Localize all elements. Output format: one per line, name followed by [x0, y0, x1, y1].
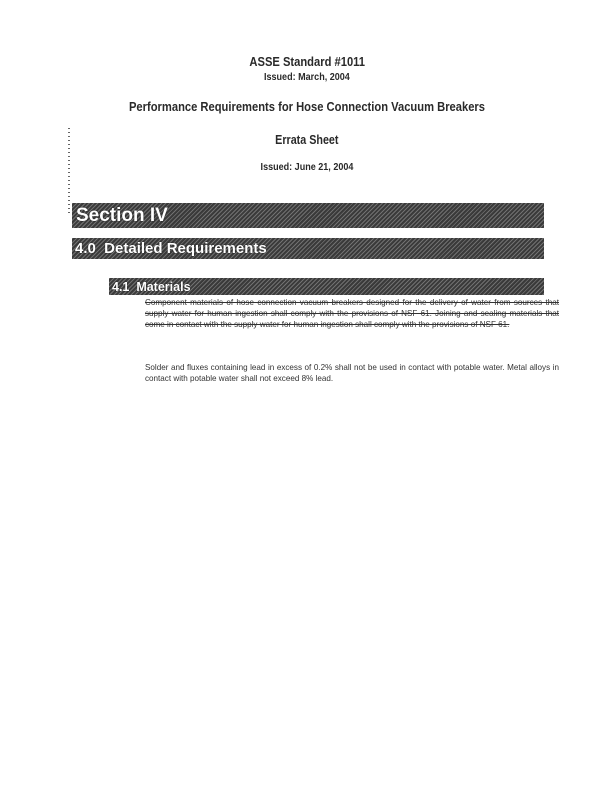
errata-issued-date: Issued: June 21, 2004 [260, 161, 354, 173]
section-heading-band [72, 203, 544, 228]
errata-heading: Errata Sheet [275, 133, 339, 147]
materials-heading-band [109, 278, 544, 295]
requirements-heading-band [72, 238, 544, 259]
margin-dots [68, 128, 70, 216]
requirements-heading: 4.0 Detailed Requirements [75, 240, 267, 257]
struck-paragraph: Component materials of hose connection vacuum breakers designed for the delivery of water from sources that supply water for human ingestion shall comply with the provisions of NSF 61. Joining and sealing materials that come in contact with the supply water for human ingestion shall comply with the provisions of NSF 61. [145, 298, 559, 330]
standard-issued-date: Issued: March, 2004 [264, 71, 350, 83]
materials-heading: 4.1 Materials [112, 279, 191, 294]
standard-title: ASSE Standard #1011 [249, 54, 365, 69]
solder-paragraph: Solder and fluxes containing lead in excess of 0.2% shall not be used in contact with potable water. Metal alloys in contact with potable water shall not exceed 8% lead. [145, 363, 559, 384]
document-title: Performance Requirements for Hose Connection Vacuum Breakers [128, 99, 486, 114]
section-heading: Section IV [76, 204, 168, 226]
